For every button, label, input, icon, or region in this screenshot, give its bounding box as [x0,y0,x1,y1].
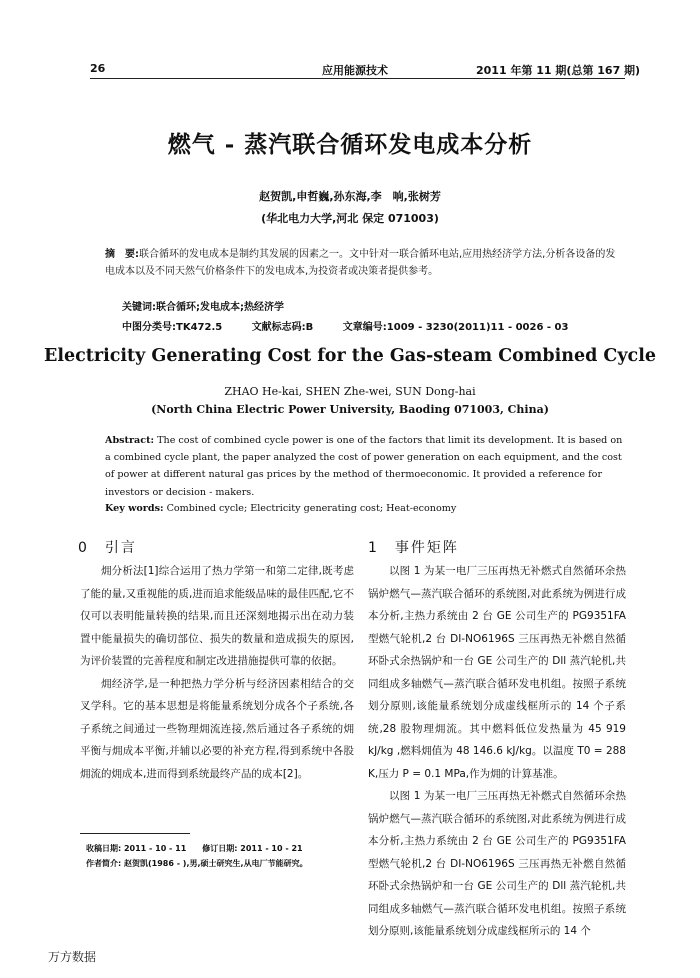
footnote-rule [80,833,190,834]
right-column [368,560,626,943]
header-rule [90,78,625,79]
journal-name: 应用能源技术 [322,64,388,77]
abstract-zh [105,246,625,280]
abstract-en [105,432,625,501]
classification-row [122,318,594,333]
authors-zh: 赵贺凯,申哲巍,孙东海,李 响,张树芳 [259,190,441,203]
issue-info: 2011 年第 11 期(总第 167 期) [476,64,641,77]
document-code: 文献标志码:B [251,322,314,333]
watermark: 万方数据 [48,950,97,964]
section-0-heading: 0 引言 [78,540,137,556]
page-number: 26 [90,62,106,75]
section-1-heading: 1 事件矩阵 [368,540,459,556]
affiliation-en: (North China Electric Power University, Baoding 071003, China) [151,403,549,416]
keywords-zh: 关键词:联合循环;发电成本;热经济学 [122,302,284,313]
keywords-en-text: Combined cycle; Electricity generating cost; Heat-economy [163,503,457,514]
affiliation-zh: (华北电力大学,河北 保定 071003) [261,212,439,225]
authors-en: ZHAO He-kai, SHEN Zhe-wei, SUN Dong-hai [224,385,476,398]
clc-number: 中图分类号:TK472.5 [122,322,223,333]
keywords-en [105,503,456,514]
abstract-en-text: The cost of combined cycle power is one of the factors that limit its development. It is based on a combined cycle plant, the paper analyzed the cost of power generation on each equipment, and the cost of power at different natural gas prices by the method of thermoeconomic. It provided a reference for investors or decision - makers. [105,435,623,498]
abstract-zh-label: 摘 要: [105,249,139,260]
section-0-para-1: 㶲分析法[1]综合运用了热力学第一和第二定律,既考虑了能的量,又重视能的质,进而追求能级品味的最佳匹配,它不仅可以表明能量转换的结果,而且还深刻地揭示出在动力装置中能量损失的确切部位、损失的数量和造成损失的原因,为评价装置的完善程度和制定改进措施提供可靠的依据。 [80,565,354,667]
article-number: 文章编号:1009 - 3230(2011)11 - 0026 - 03 [342,322,569,333]
abstract-en-label: Abstract: [105,435,155,446]
section-0-para-2: 㶲经济学,是一种把热力学分析与经济因素相结合的交叉学科。它的基本思想是将能量系统划分成各个子系统,各子系统之间通过一些物理㶲流连接,然后通过各子系统的㶲平衡与㶲成本平衡,并辅以必要的补充方程,得到系统中各股㶲流的㶲成本,进而得到系统最终产品的成本[2]。 [80,677,354,780]
section-1-para-2: 以图 1 为某一电厂三压再热无补燃式自然循环余热锅炉燃气—蒸汽联合循环的系统图,对此系统为例进行成本分析,主热力系统由 2 台 GE 公司生产的 PG9351FA 型燃气轮机,2 台 DI-NO6196S 三压再热无补燃自然循环卧式余热锅炉和一台 GE 公司生产的 Dll 蒸汽轮机,共同组成多轴燃气—蒸汽联合循环发电机组。按照子系统划分原则,该能量系统划分成虚线框所示的 14 个 [368,790,626,937]
abstract-zh-text: 联合循环的发电成本是制约其发展的因素之一。文中针对一联合循环电站,应用热经济学方法,分析各设备的发电成本以及不同天然气价格条件下的发电成本,为投资者或决策者提供参考。 [105,249,616,277]
title-en: Electricity Generating Cost for the Gas-steam Combined Cycle [44,346,656,366]
footnote-dates: 收稿日期: 2011 - 10 - 11 修订日期: 2011 - 10 - 21 [86,844,303,853]
keywords-en-label: Key words: [105,503,164,514]
title-zh: 燃气 - 蒸汽联合循环发电成本分析 [167,131,533,158]
section-1-para-1: 以图 1 为某一电厂三压再热无补燃式自然循环余热锅炉燃气—蒸汽联合循环的系统图,对此系统为例进行成本分析,主热力系统由 2 台 GE 公司生产的 PG9351FA 型燃气轮机,2 台 DI-NO6196S 三压再热无补燃自然循环卧式余热锅炉和一台 GE 公司生产的 Dll 蒸汽轮机,共同组成多轴燃气—蒸汽联合循环发电机组。按照子系统划分原则,该能量系统划分成虚线框所示的 14 个子系统,28 股物理㶲流。其中燃料低位发热量为 45 919 kJ/kg ,燃料㶲值为 48 146.6 kJ/kg。以温度 T0 = 288 K,压力 P = 0.1 MPa,作为㶲的计算基准。 [368,565,626,780]
footnote-bio: 作者简介: 赵贺凯(1986 - ),男,硕士研究生,从电厂节能研究。 [86,859,308,868]
left-column [80,560,354,785]
